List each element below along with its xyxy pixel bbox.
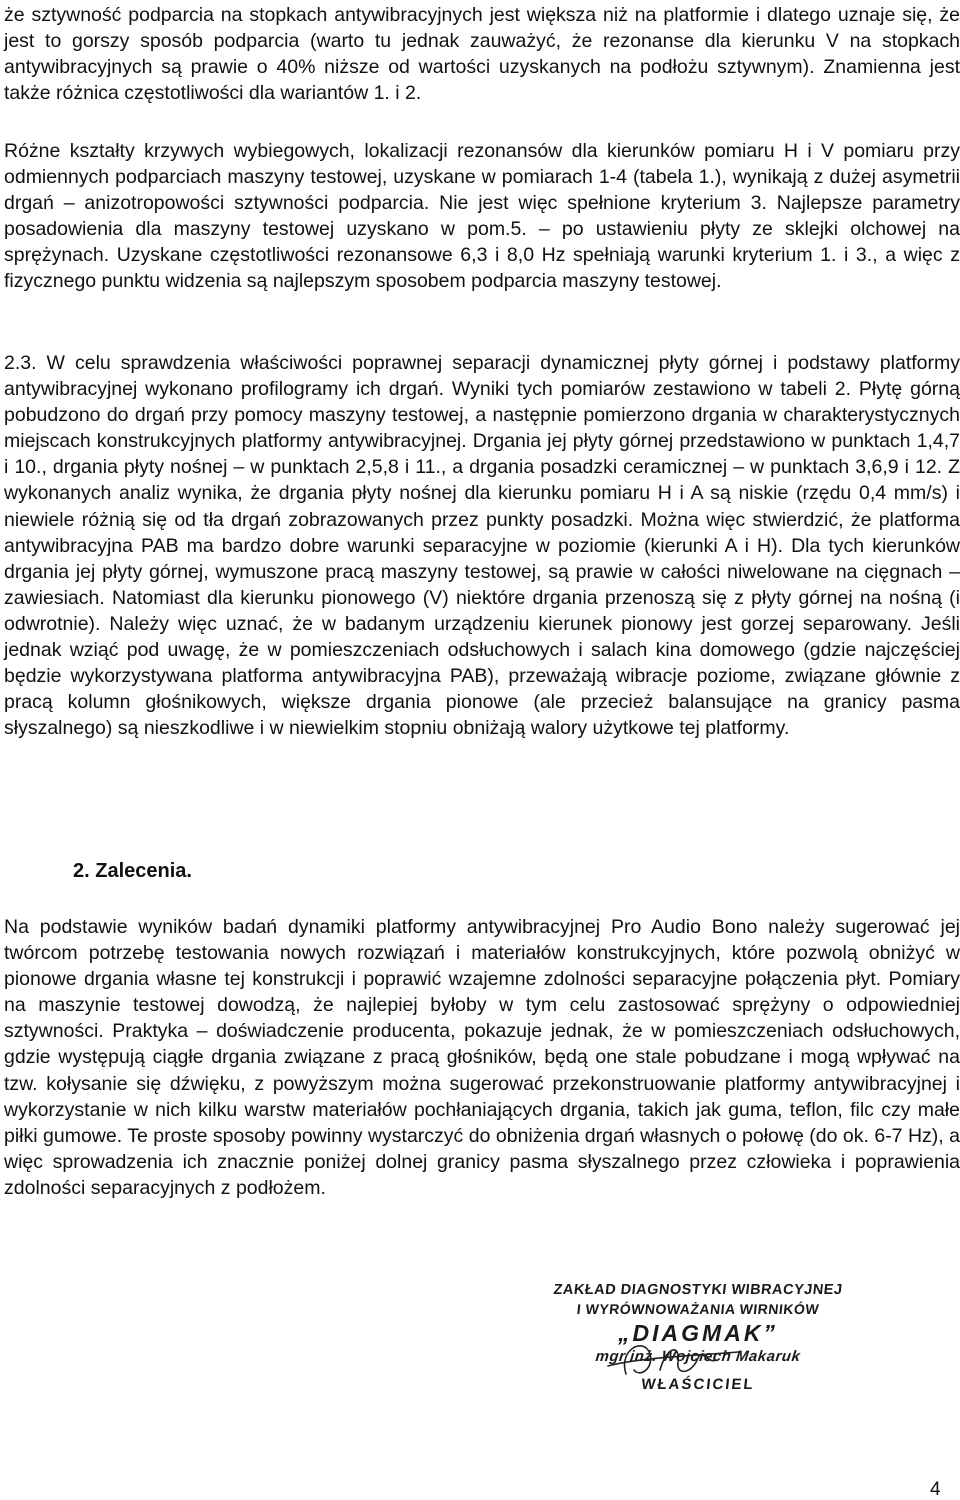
company-stamp — [548, 1278, 848, 1404]
paragraph-text: Różne kształty krzywych wybiegowych, lokalizacji rezonansów dla kierunków pomiaru H i V pomiaru przy odmiennych podparciach maszyny testowej, uzyskane w pomiarach 1-4 (tabela 1.), wynikają z dużej asymetrii drgań – anizotropowości sztywności podparcia. Nie jest więc spełnione kryterium 3. Najlepsze parametry posadowienia dla maszyny testowej uzyskano w pom.5. – po ustawieniu płyty ze sklejki olchowej na sprężynach. Uzyskane częstotliwości rezonansowe 6,3 i 8,0 Hz spełniają warunki kryterium 1. i 3., a więc z fizycznego punktu widzenia są najlepszym sposobem podparcia maszyny testowej. — [4, 140, 960, 293]
paragraph-resonance-shapes — [4, 138, 960, 295]
stamp-brand: „DIAGMAK” — [618, 1320, 778, 1346]
stamp-company-line: ZAKŁAD DIAGNOSTYKI WIBRACYJNEJ — [552, 1282, 844, 1298]
section-heading: 2. Zalecenia. — [73, 860, 192, 882]
paragraph-text: że sztywność podparcia na stopkach antywibracyjnych jest większa niż na platformie i dlatego uznaje się, że jest to gorszy sposób podparcia (warto tu jednak zauważyć, że rezonanse dla kierunku V na stopkach antywibracyjnych są prawie o 40% niższe od wartości uzyskanych na podłożu sztywnym). Znamienna jest także różnica częstotliwości dla wariantów 1. i 2. — [4, 4, 960, 105]
page-number: 4 — [930, 1479, 941, 1500]
paragraph-section-2-3 — [4, 350, 960, 741]
paragraph-text: 2.3. W celu sprawdzenia właściwości poprawnej separacji dynamicznej płyty górnej i podstawy platformy antywibracyjnej wykonano profilogramy ich drgań. Wyniki tych pomiarów zestawiono w tabeli 2. Płytę górną pobudzono do drgań przy pomocy maszyny testowej, a następnie pomierzono drgania w charakterystycznych miejscach konstrukcyjnych platformy antywibracyjnej. Drgania jej płyty górnej przedstawiono w punktach 1,4,7 i 10., drgania płyty nośnej – w punktach 2,5,8 i 11., a drgania posadzki ceramicznej – w punktach 3,6,9 i 12. Z wykonanych analiz wynika, że drgania płyty nośnej dla kierunku pomiaru H i A są niskie (rzędu 0,4 mm/s) i niewiele różnią się od tła drgań zobrazowanych przez punkty posadzki. Można więc stwierdzić, że platforma antywibracyjna PAB ma bardzo dobre warunki separacyjne w poziomie (kierunki A i H). Dla tych kierunków drgania jej płyty górnej, wymuszone pracą maszyny testowej, są prawie w całości niwelowane na cięgnach – zawiesiach. Natomiast dla kierunku pionowego (V) niektóre drgania przenoszą się z płyty górnej na nośną (i odwrotnie). Należy więc uznać, że w badanym urządzeniu kierunek pionowy jest gorzej separowany. Jeśli jednak wziąć pod uwagę, że w pomieszczeniach odsłuchowych i salach kina domowego (gdzie najczęściej będzie wykorzystywana platforma antywibracyjna PAB), przeważają wibracje poziome, związane głównie z pracą kolumn głośnikowych, większe drgania pionowe (ale przecież balansujące na granicy pasma słyszalnego) są nieszkodliwe i w niewielkim stopniu obniżają walory użytkowe tej platformy. — [4, 352, 960, 740]
paragraph-recommendations — [4, 914, 960, 1201]
paragraph-text: Na podstawie wyników badań dynamiki platformy antywibracyjnej Pro Audio Bono należy sugerować jej twórcom potrzebę testowania nowych rozwiązań i materiałów konstrukcyjnych, które pozwolą obniżyć w pionowe drgania własne tej konstrukcji i poprawić wzajemne zdolności separacyjne połączenia płyt. Pomiary na maszynie testowej dowodzą, że najlepiej byłoby w tym celu zastosować sprężyny o odpowiedniej sztywności. Praktyka – doświadczenie producenta, pokazuje jednak, że w pomieszczeniach odsłuchowych, gdzie występują ciągłe drgania związane z pracą głośników, będą one stale pobudzane i mogą wpływać na tzw. kołysanie się dźwięku, z powyższym można sugerować przekonstruowanie platformy antywibracyjnej i wykorzystanie w nich kilku warstw materiałów pochłaniających drgania, takich jak guma, teflon, filc czy małe piłki gumowe. Te proste sposoby powinny wystarczyć do obniżenia drgań własnych o połowę (do ok. 6-7 Hz), a więc sprowadzenia ich znacznie poniżej dolnej granicy pasma słyszalnego przez człowieka i poprawienia zdolności separacyjnych z podłożem. — [4, 916, 960, 1199]
paragraph-continuation — [4, 2, 960, 106]
stamp-role: WŁAŚCICIEL — [640, 1376, 756, 1393]
stamp-company-line-2: I WYRÓWNOWAŻANIA WIRNIKÓW — [576, 1301, 820, 1317]
handwritten-signature — [548, 1278, 848, 1404]
stamp-person: mgr inż. Wojciech Makaruk — [594, 1348, 802, 1365]
